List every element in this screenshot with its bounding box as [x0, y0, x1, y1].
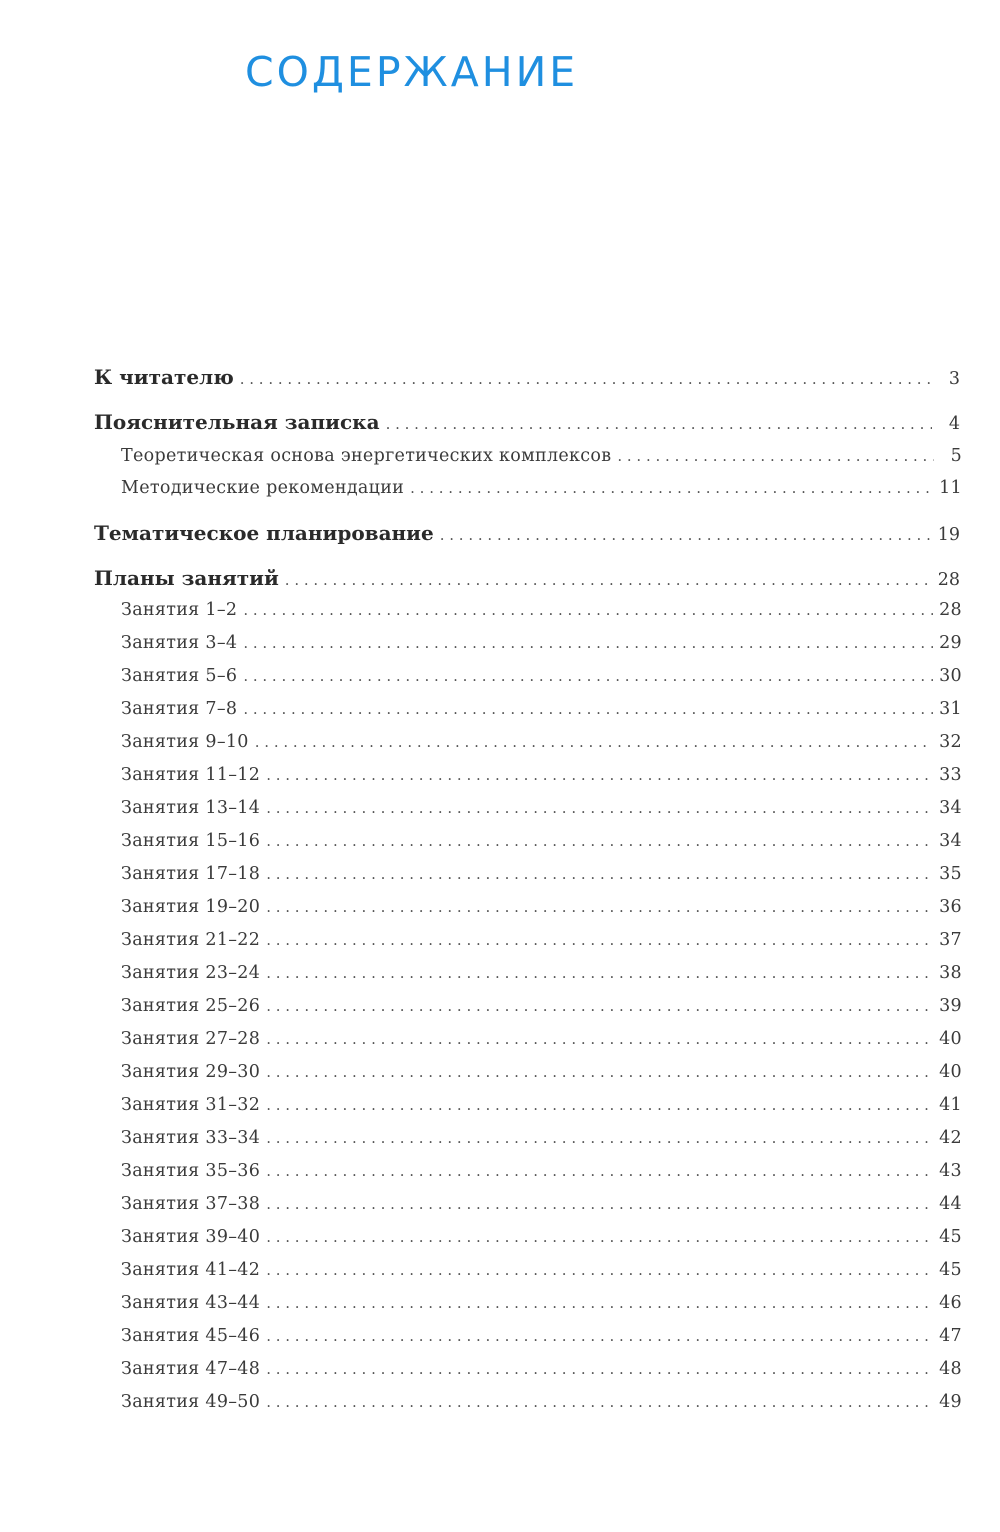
toc-entry-page: 28 — [937, 570, 960, 590]
toc-dot-leader — [266, 997, 933, 1015]
toc-entry-label: Занятия 47–48 — [121, 1359, 261, 1379]
toc-entry[interactable] — [121, 1260, 962, 1280]
toc-dot-leader — [240, 370, 932, 388]
toc-entry-label: Занятия 17–18 — [121, 864, 261, 884]
toc-dot-leader — [266, 1162, 933, 1180]
toc-entry-label: К читателю — [94, 365, 234, 389]
toc-dot-leader — [243, 667, 933, 685]
toc-entry-page: 43 — [939, 1161, 962, 1181]
toc-entry-label: Занятия 1–2 — [121, 600, 238, 620]
toc-dot-leader — [266, 1261, 933, 1279]
toc-entry-label: Занятия 27–28 — [121, 1029, 261, 1049]
toc-dot-leader — [266, 1063, 933, 1081]
toc-entry-label: Занятия 41–42 — [121, 1260, 261, 1280]
toc-dot-leader — [266, 865, 933, 883]
toc-entry-label: Занятия 39–40 — [121, 1227, 261, 1247]
toc-entry-page: 41 — [939, 1095, 962, 1115]
toc-entry-page: 37 — [939, 930, 962, 950]
toc-dot-leader — [617, 447, 934, 465]
toc-dot-leader — [243, 700, 933, 718]
toc-entry[interactable] — [121, 1293, 962, 1313]
toc-entry-page: 3 — [948, 369, 960, 389]
toc-entry-label: Занятия 37–38 — [121, 1194, 261, 1214]
page-title: СОДЕРЖАНИЕ — [245, 48, 579, 96]
toc-entry-label: Занятия 45–46 — [121, 1326, 261, 1346]
toc-dot-leader — [285, 571, 932, 589]
toc-entry-label: Занятия 35–36 — [121, 1161, 261, 1181]
toc-entry-label: Занятия 49–50 — [121, 1392, 261, 1412]
toc-entry[interactable] — [94, 365, 960, 389]
toc-entry-page: 34 — [939, 831, 962, 851]
toc-entry-page: 39 — [939, 996, 962, 1016]
toc-dot-leader — [266, 931, 933, 949]
toc-entry-page: 29 — [939, 633, 962, 653]
toc-entry[interactable] — [121, 831, 962, 851]
toc-entry-page: 11 — [939, 478, 962, 498]
toc-entry-page: 44 — [939, 1194, 962, 1214]
toc-entry-label: Занятия 3–4 — [121, 633, 238, 653]
toc-entry[interactable] — [121, 600, 962, 620]
toc-entry-page: 31 — [939, 699, 962, 719]
toc-entry[interactable] — [121, 1392, 962, 1412]
toc-entry[interactable] — [94, 521, 960, 545]
toc-dot-leader — [440, 526, 932, 544]
toc-entry[interactable] — [121, 1095, 962, 1115]
toc-entry[interactable] — [121, 1326, 962, 1346]
toc-entry-page: 45 — [939, 1227, 962, 1247]
toc-dot-leader — [266, 1393, 933, 1411]
toc-entry-label: Занятия 19–20 — [121, 897, 261, 917]
toc-entry[interactable] — [121, 930, 962, 950]
toc-entry-page: 48 — [939, 1359, 962, 1379]
toc-entry-label: Тематическое планирование — [94, 521, 434, 545]
toc-entry[interactable] — [121, 963, 962, 983]
toc-dot-leader — [266, 766, 933, 784]
toc-entry-page: 28 — [939, 600, 962, 620]
toc-entry-page: 47 — [939, 1326, 962, 1346]
toc-entry-page: 40 — [939, 1062, 962, 1082]
toc-entry-label: Занятия 11–12 — [121, 765, 261, 785]
toc-entry-page: 49 — [939, 1392, 962, 1412]
toc-entry[interactable] — [121, 1128, 962, 1148]
toc-entry-label: Занятия 21–22 — [121, 930, 261, 950]
toc-entry[interactable] — [121, 732, 962, 752]
toc-entry-label: Занятия 33–34 — [121, 1128, 261, 1148]
toc-entry-page: 45 — [939, 1260, 962, 1280]
toc-entry-label: Занятия 7–8 — [121, 699, 238, 719]
toc-entry-label: Занятия 29–30 — [121, 1062, 261, 1082]
toc-entry-label: Теоретическая основа энергетических комплексов — [121, 446, 612, 466]
toc-dot-leader — [266, 898, 933, 916]
toc-entry[interactable] — [121, 1359, 962, 1379]
toc-entry-label: Занятия 13–14 — [121, 798, 261, 818]
toc-entry-page: 30 — [939, 666, 962, 686]
toc-entry-label: Планы занятий — [94, 566, 279, 590]
toc-dot-leader — [266, 1228, 933, 1246]
toc-entry-page: 38 — [939, 963, 962, 983]
toc-entry-page: 36 — [939, 897, 962, 917]
toc-entry-label: Занятия 15–16 — [121, 831, 261, 851]
toc-entry[interactable] — [121, 666, 962, 686]
toc-entry[interactable] — [121, 864, 962, 884]
toc-entry[interactable] — [121, 1062, 962, 1082]
toc-entry-page: 42 — [939, 1128, 962, 1148]
toc-entry[interactable] — [121, 633, 962, 653]
toc-dot-leader — [266, 832, 933, 850]
toc-dot-leader — [266, 1327, 933, 1345]
toc-entry[interactable] — [121, 1227, 962, 1247]
toc-entry-page: 33 — [939, 765, 962, 785]
toc-entry-label: Занятия 23–24 — [121, 963, 261, 983]
toc-entry-page: 34 — [939, 798, 962, 818]
toc-entry-label: Методические рекомендации — [121, 478, 405, 498]
toc-entry[interactable] — [121, 897, 962, 917]
toc-entry[interactable] — [121, 1161, 962, 1181]
toc-entry[interactable] — [94, 410, 960, 434]
toc-entry-label: Пояснительная записка — [94, 410, 380, 434]
toc-entry[interactable] — [94, 566, 960, 590]
toc-entry-label: Занятия 25–26 — [121, 996, 261, 1016]
toc-dot-leader — [386, 415, 932, 433]
toc-entry-page: 19 — [937, 525, 960, 545]
toc-entry-label: Занятия 9–10 — [121, 732, 249, 752]
toc-dot-leader — [243, 634, 933, 652]
toc-entry[interactable] — [121, 478, 962, 498]
toc-dot-leader — [255, 733, 933, 751]
toc-entry[interactable] — [121, 996, 962, 1016]
toc-entry-page: 4 — [948, 414, 960, 434]
toc-entry[interactable] — [121, 798, 962, 818]
toc-dot-leader — [266, 1360, 933, 1378]
toc-dot-leader — [266, 1195, 933, 1213]
toc-entry-label: Занятия 43–44 — [121, 1293, 261, 1313]
toc-entry-page: 32 — [939, 732, 962, 752]
toc-entry[interactable] — [121, 765, 962, 785]
toc-entry[interactable] — [121, 446, 962, 466]
toc-entry[interactable] — [121, 699, 962, 719]
toc-dot-leader — [410, 479, 933, 497]
toc-entry-label: Занятия 31–32 — [121, 1095, 261, 1115]
toc-dot-leader — [266, 1096, 933, 1114]
toc-entry-page: 40 — [939, 1029, 962, 1049]
toc-entry-label: Занятия 5–6 — [121, 666, 238, 686]
toc-entry[interactable] — [121, 1194, 962, 1214]
toc-entry-page: 46 — [939, 1293, 962, 1313]
toc-dot-leader — [266, 1030, 933, 1048]
toc-entry[interactable] — [121, 1029, 962, 1049]
toc-dot-leader — [266, 1294, 933, 1312]
toc-dot-leader — [266, 799, 933, 817]
toc-entry-page: 35 — [939, 864, 962, 884]
toc-dot-leader — [243, 601, 933, 619]
toc-dot-leader — [266, 964, 933, 982]
toc-dot-leader — [266, 1129, 933, 1147]
toc-entry-page: 5 — [950, 446, 962, 466]
